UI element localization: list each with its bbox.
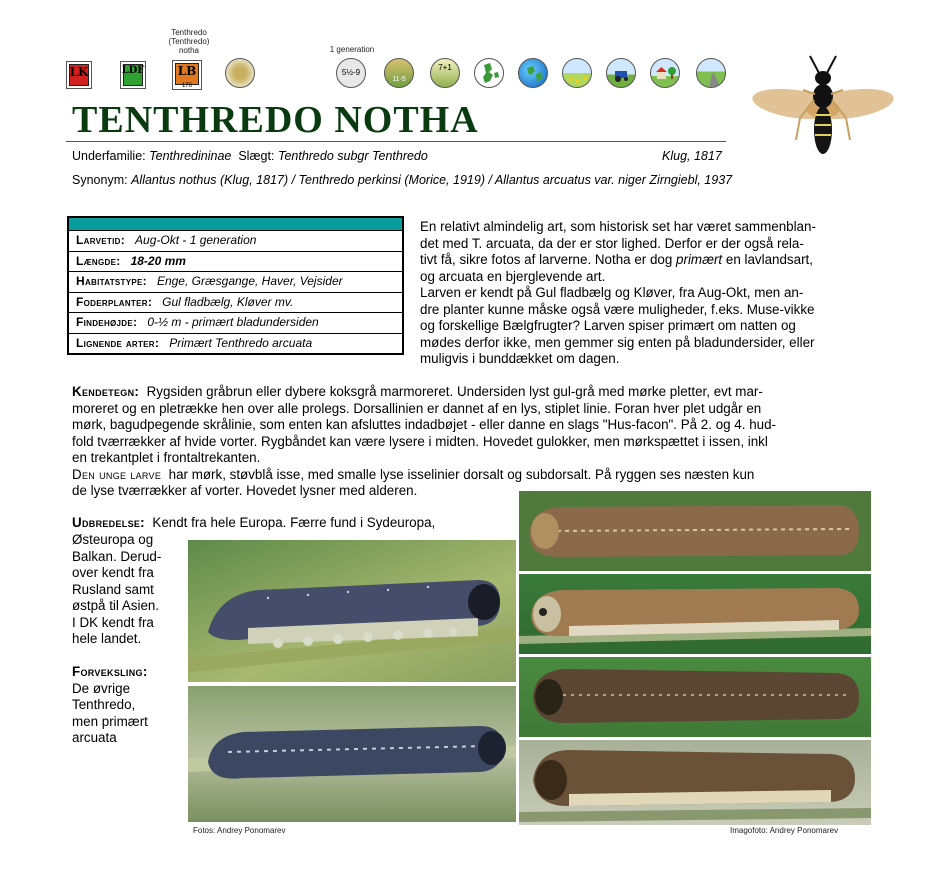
garden-house-icon <box>650 58 680 88</box>
book-letters: LB <box>177 64 197 78</box>
intro-line: og arcuata en bjerglevende art. <box>420 268 606 284</box>
synonym-value: Allantus nothus (Klug, 1817) / Tenthredo perkinsi (Morice, 1919) / Allantus arcuatus var. niger Zirngiebl, 1937 <box>131 173 733 187</box>
udbredelse-line: hele landet. <box>72 631 142 646</box>
kendetegn-section <box>72 384 872 500</box>
taxonomy-line <box>72 149 428 163</box>
imago-photo-credit: Imagofoto: Andrey Ponomarev <box>730 826 839 835</box>
lk-book-icon <box>66 61 92 89</box>
intro-line: det med T. arcuata, da der er stor lighed. Derfor er der også rela- <box>420 235 804 251</box>
kendetegn-label: Kendetegn: <box>72 384 140 399</box>
larva-icon <box>225 58 255 88</box>
udbredelse-line: østpå til Asien. <box>72 598 160 613</box>
forveksling-text <box>72 664 174 747</box>
row-label: Lignende arter: <box>76 335 160 350</box>
lb-book-icon <box>172 60 202 90</box>
intro-line: Larven er kendt på Gul fladbælg og Kløver, fra Aug-Okt, men an- <box>420 285 804 300</box>
kendetegn-line: moreret og en pletrække hen over alle prolegs. Dorsallinien er dannet af en lys, stiplet linie. Foran hver plet udgår en <box>72 400 762 416</box>
row-value: Enge, Græsgange, Haver, Vejsider <box>156 274 343 288</box>
unge-line: de lyse tværrækker af vorter. Hovedet lysner med alderen. <box>72 483 418 498</box>
period-icon <box>384 58 414 88</box>
farm-icon <box>606 58 636 88</box>
intro-line: muligvis i bunddækket om dagen. <box>420 351 620 366</box>
forveksling-label: Forveksling: <box>72 664 148 679</box>
synonym-label: Synonym: <box>72 173 128 187</box>
calendar-icon <box>336 58 366 88</box>
book-letters: LK <box>69 65 89 79</box>
row-value: 18-20 mm <box>130 253 186 268</box>
author: Klug, 1817 <box>662 149 722 163</box>
udbredelse-text <box>72 532 174 648</box>
intro-line: tivt få, sikre fotos af larverne. Notha er dog primært en lavlandsart, <box>420 252 813 267</box>
larva-photo-young-1 <box>188 540 516 682</box>
larva-photo-grown-4 <box>519 740 871 825</box>
row-value: Aug-Okt - 1 generation <box>135 233 257 247</box>
intro-text <box>420 219 890 368</box>
month-label: 5½-9 <box>341 68 361 77</box>
ldf-book-icon <box>120 61 146 89</box>
row-value: Gul fladbælg, Kløver mv. <box>162 294 294 309</box>
larva-photo-grown-3 <box>519 657 871 737</box>
larva-photo-young-2 <box>188 686 516 822</box>
unge-label: Den unge larve <box>72 466 162 482</box>
sawfly-image <box>748 48 898 168</box>
intro-line: mødes derfor ikke, men gemmer sig enten på bladundersider, eller <box>420 334 815 350</box>
denmark-map-icon <box>474 58 504 88</box>
info-table <box>67 216 404 355</box>
intro-line: dre planter kunne måske også være muligheder, f.eks. Muse-vikke <box>420 301 815 317</box>
forveksling-line: men primært <box>72 713 148 729</box>
larva-photo-grown-1 <box>519 491 871 571</box>
row-value: 0-½ m - primært bladundersiden <box>147 315 319 329</box>
row-label: Foderplanter: <box>76 294 153 309</box>
book-number: 176 <box>181 83 192 89</box>
underfamilie-label: Underfamilie: <box>72 149 146 163</box>
row-value: Primært Tenthredo arcuata <box>169 335 313 350</box>
table-row-lignende-arter <box>69 333 402 354</box>
photo-credit: Fotos: Andrey Ponomarev <box>193 826 286 835</box>
slaegt-value: Tenthredo subgr Tenthredo <box>277 149 428 163</box>
table-row-foderplanter <box>69 292 402 313</box>
row-label: Larvetid: <box>76 233 125 247</box>
forveksling-line: arcuata <box>72 730 117 745</box>
intro-line: En relativt almindelig art, som historisk set har været sammenblan- <box>420 219 816 234</box>
kendetegn-line: fold tværrækker af hvide vorter. Rygbåndet kan være lysere i midten. Hovedet gulokker, men mørkspættet i issen, inkl <box>72 433 768 449</box>
roadside-icon <box>696 58 726 88</box>
table-row-habitatstype <box>69 271 402 292</box>
generation-caption: 1 generation <box>329 45 375 54</box>
species-caption: Tenthredo (Tenthredo) notha <box>168 28 210 55</box>
larva-photo-grown-2 <box>519 574 871 654</box>
slaegt-label: Slægt: <box>238 149 275 163</box>
table-row-larvetid <box>69 230 402 251</box>
kendetegn-line: en trekantplet i frontaltrekanten. <box>72 450 261 465</box>
udbredelse-line: I DK kendt fra <box>72 614 154 630</box>
unge-line: Den unge larve har mørk, støvblå isse, med smalle lyse isselinier dorsalt og subdorsalt. På ryggen ses næsten kun <box>72 466 755 482</box>
udbredelse-line: Rusland samt <box>72 581 154 597</box>
page-title: TENTHREDO NOTHA <box>72 99 479 141</box>
forveksling-line: De øvrige <box>72 680 131 696</box>
row-label: Længde: <box>76 253 121 268</box>
forveksling-line: Tenthredo, <box>72 697 136 712</box>
table-header-bar <box>69 218 402 230</box>
udbredelse-first-line: Udbredelse: Kendt fra hele Europa. Færre fund i Sydeuropa, <box>72 515 436 530</box>
table-row-findehoejde <box>69 312 402 333</box>
weeks-icon <box>430 58 460 88</box>
row-label: Habitatstype: <box>76 274 147 288</box>
book-letters: LDF <box>121 65 145 76</box>
table-row-laengde <box>69 251 402 272</box>
udbredelse-line: Balkan. Derud- <box>72 548 162 564</box>
synonym-line <box>72 173 732 187</box>
kendetegn-line: Kendetegn: Rygsiden gråbrun eller dybere koksgrå marmoreret. Undersiden lyst gul-grå med mørke pletter, evt mar- <box>72 384 763 399</box>
udbredelse-line: over kendt fra <box>72 565 154 580</box>
underfamilie-value: Tenthredininae <box>149 149 232 163</box>
globe-icon <box>518 58 548 88</box>
imago-photo <box>748 48 898 168</box>
title-rule <box>66 141 726 142</box>
intro-line: og forskellige Bælgfrugter? Larven spiser primært om natten og <box>420 318 796 333</box>
udbredelse-label: Udbredelse: <box>72 515 145 530</box>
udbredelse-line: Østeuropa og <box>72 532 154 547</box>
period-label: 11-5 <box>392 76 406 83</box>
weeks-label: 7+1 <box>438 63 452 72</box>
kendetegn-line: mørk, bagudpegende skrålinie, som enten kan afsluttes indadbøjet - eller danne en slags "Hus-facon". På 2. og 4. hud- <box>72 417 776 432</box>
row-label: Findehøjde: <box>76 315 138 329</box>
intro-emphasis: primært <box>676 252 723 267</box>
meadow-icon <box>562 58 592 88</box>
